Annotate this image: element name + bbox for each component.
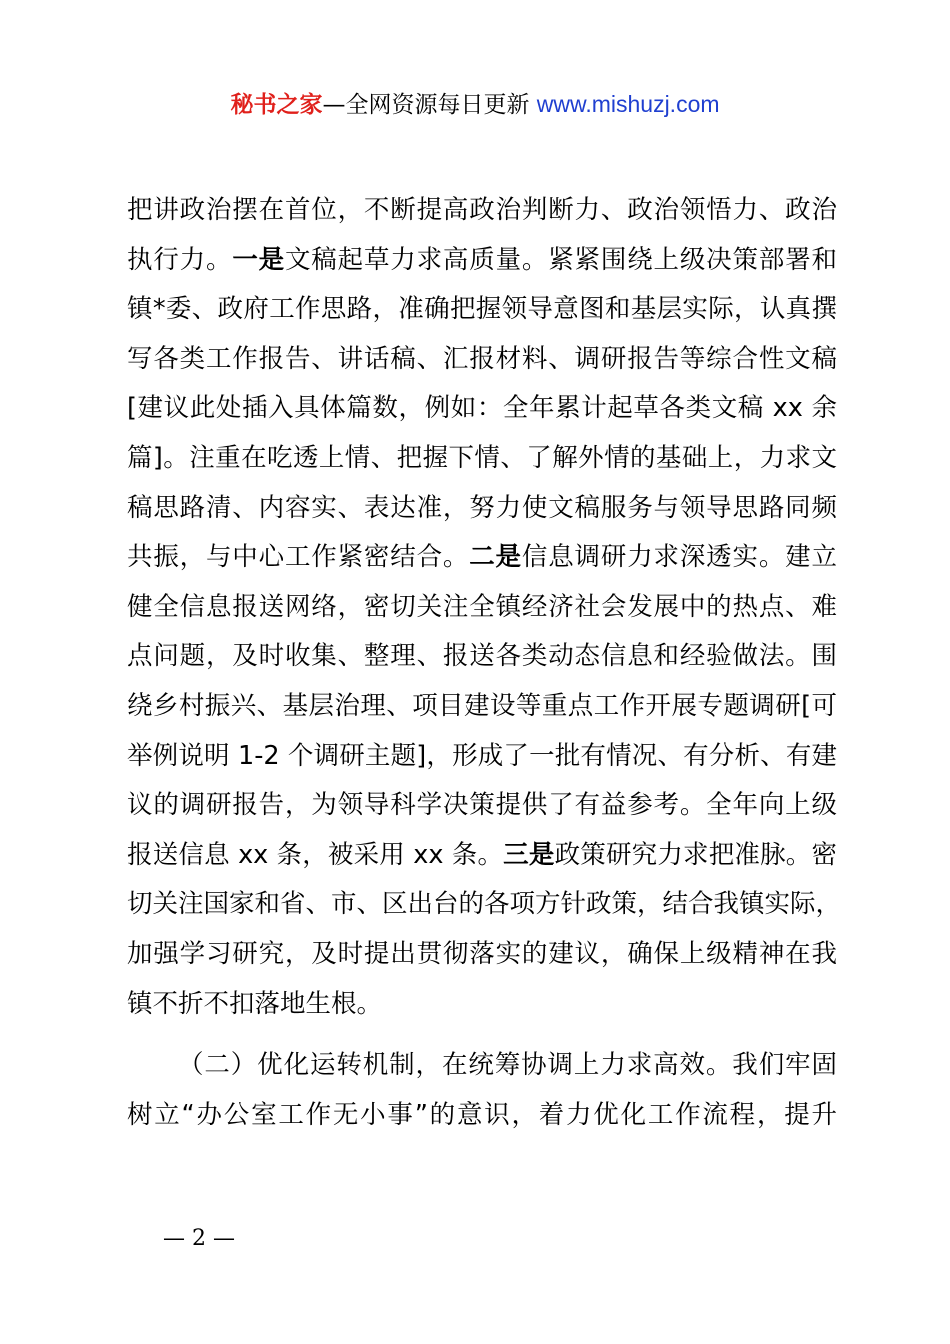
header-tagline: —全网资源每日更新 bbox=[322, 92, 537, 118]
text-line: 把讲政治摆在首位，不断提高政治判断力、政治领悟力、政治 bbox=[127, 195, 837, 225]
text-line: 执行力。一是文稿起草力求高质量。紧紧围绕上级决策部署和 bbox=[127, 244, 837, 275]
paragraph-1 bbox=[127, 186, 842, 1029]
text-line: 共振，与中心工作紧密结合。二是信息调研力求深透实。建立 bbox=[127, 542, 837, 573]
text-line: [建议此处插入具体篇数，例如：全年累计起草各类文稿 xx 余 bbox=[127, 393, 837, 424]
text-line: 点问题，及时收集、整理、报送各类动态信息和经验做法。围 bbox=[127, 641, 837, 672]
text-line: 写各类工作报告、讲话稿、汇报材料、调研报告等综合性文稿 bbox=[127, 343, 837, 374]
page-number: — 2 — bbox=[163, 1226, 235, 1251]
bold-marker: 二是 bbox=[469, 542, 522, 573]
text-line: 举例说明 1-2 个调研主题]，形成了一批有情况、有分析、有建 bbox=[127, 740, 837, 771]
text-line: 报送信息 xx 条，被采用 xx 条。三是政策研究力求把准脉。密 bbox=[127, 839, 837, 870]
bold-marker: 一是 bbox=[232, 244, 285, 275]
text-line: （二）优化运转机制，在统筹协调上力求高效。我们牢固 bbox=[178, 1050, 837, 1081]
document-body bbox=[127, 186, 842, 1140]
text-line: 议的调研报告，为领导科学决策提供了有益参考。全年向上级 bbox=[127, 790, 837, 821]
text-line: 镇*委、政府工作思路，准确把握领导意图和基层实际，认真撰 bbox=[127, 294, 837, 325]
site-header bbox=[0, 88, 950, 121]
text-line: 镇不折不扣落地生根。 bbox=[127, 988, 383, 1019]
text-line: 树立“办公室工作无小事”的意识，着力优化工作流程，提升 bbox=[127, 1099, 837, 1130]
brand-name: 秘书之家 bbox=[230, 92, 323, 118]
site-url-link[interactable]: www.mishuzj.com bbox=[536, 91, 720, 117]
text-line: 稿思路清、内容实、表达准，努力使文稿服务与领导思路同频 bbox=[127, 492, 837, 523]
paragraph-2 bbox=[127, 1041, 837, 1140]
text-line: 切关注国家和省、市、区出台的各项方针政策，结合我镇实际， bbox=[127, 889, 842, 920]
text-line: 绕乡村振兴、基层治理、项目建设等重点工作开展专题调研[可 bbox=[127, 690, 837, 721]
text-line: 健全信息报送网络，密切关注全镇经济社会发展中的热点、难 bbox=[127, 591, 837, 622]
bold-marker: 三是 bbox=[503, 839, 555, 870]
text-line: 加强学习研究，及时提出贯彻落实的建议，确保上级精神在我 bbox=[127, 938, 837, 969]
text-line: 篇]。注重在吃透上情、把握下情、了解外情的基础上，力求文 bbox=[127, 442, 837, 473]
paragraph-spacer bbox=[127, 1029, 837, 1041]
